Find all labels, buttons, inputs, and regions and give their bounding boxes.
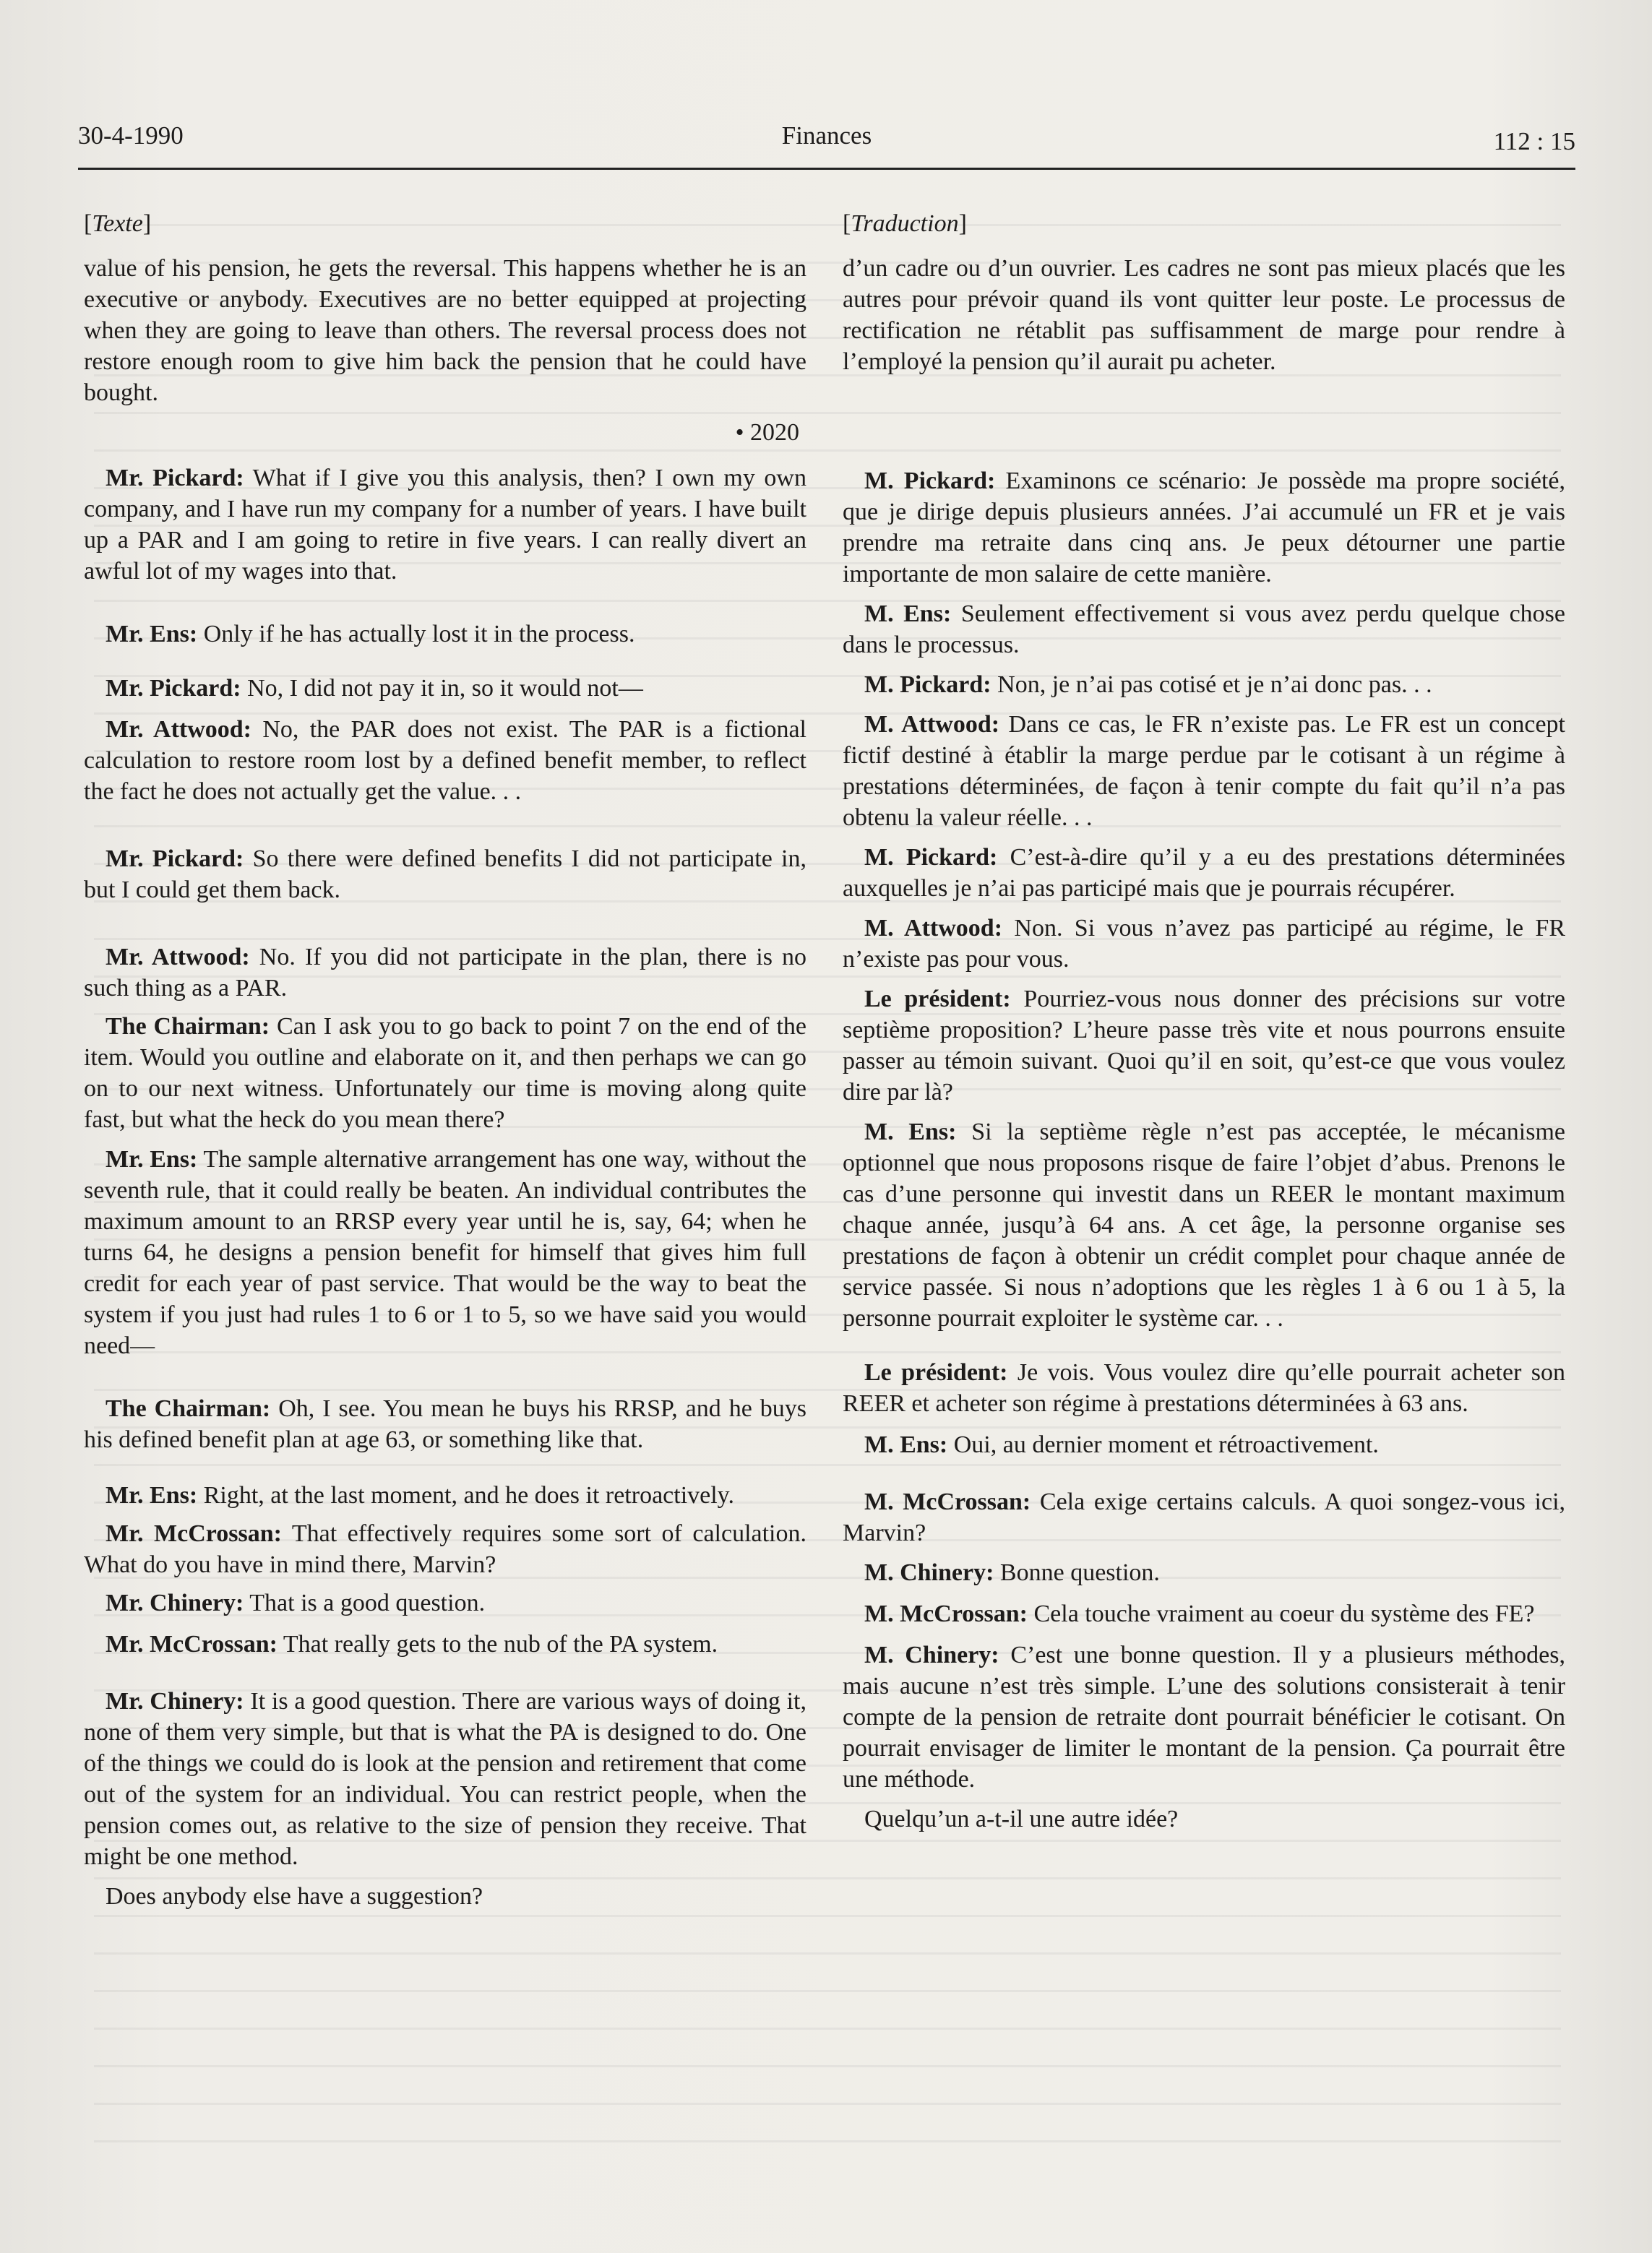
- left-column-tag-text: Texte: [92, 210, 143, 237]
- right-paragraph-8: [843, 1116, 1565, 1334]
- paragraph-text: Can I ask you to go back to point 7 on the end of the item. Would you outline and elaborate on it, and then perhaps we can go on to our next witness. Unfortunately our time is moving along quite fast, but what the heck do you mean there?: [84, 1013, 807, 1133]
- paragraph-text: Examinons ce scénario: Je possède ma propre société, que je dirige depuis plusieurs années. J’ai accumulé un FR et je vais prendre ma retraite dans cinq ans. Je peux détourner une partie importante de mon salaire de cette manière.: [843, 468, 1565, 587]
- right-paragraph-9: [843, 1357, 1565, 1419]
- speaker-name: Mr. McCrossan:: [106, 1520, 282, 1547]
- paragraph-text: No, the PAR does not exist. The PAR is a fictional calculation to restore room lost by a defined benefit member, to reflect the fact he does not actually get the value. . .: [84, 716, 806, 805]
- paragraph-text: Bonne question.: [999, 1559, 1160, 1586]
- right-paragraph-14: [843, 1640, 1565, 1795]
- paragraph-text: So there were defined benefits I did not participate in, but I could get them back.: [84, 845, 806, 903]
- header-page-number: 112 : 15: [1493, 127, 1575, 155]
- speaker-name: M. Attwood:: [864, 711, 1000, 738]
- right-paragraph-2: [843, 598, 1565, 660]
- paragraph-text: Right, at the last moment, and he does it retroactively.: [203, 1482, 734, 1509]
- paragraph-text: Non, je n’ai pas cotisé et je n’ai donc pas. . .: [997, 671, 1432, 698]
- paragraph-text: Oh, I see. You mean he buys his RRSP, and he buys his defined benefit plan at age 63, or something like that.: [84, 1395, 807, 1453]
- speaker-name: Mr. McCrossan:: [106, 1631, 278, 1658]
- left-paragraph-9: [84, 1393, 806, 1455]
- paragraph-text: Only if he has actually lost it in the process.: [203, 621, 635, 647]
- right-paragraph-7: [843, 983, 1565, 1108]
- paragraph-text: The sample alternative arrangement has one way, without the seventh rule, that it could really be beaten. An individual contributes the maximum amount to an RRSP every year until he is, say, 64; when he turns 64, he designs a pension benefit for himself that gives him full credit for each year of past service. That would be the way to beat the system if you just had rules 1 to 6 or 1 to 5, so we have said you would need—: [84, 1146, 806, 1359]
- speaker-name: M. Attwood:: [864, 915, 1003, 942]
- left-paragraph-14: [84, 1686, 806, 1872]
- paragraph-text: C’est-à-dire qu’il y a eu des prestations déterminées auxquelles je n’ai pas participé mais que je pourrais récupérer.: [843, 844, 1565, 902]
- paragraph-text: That effectively requires some sort of calculation. What do you have in mind there, Marvin?: [84, 1520, 807, 1578]
- speaker-name: M. Ens:: [864, 1431, 948, 1458]
- left-paragraph-8: [84, 1144, 806, 1361]
- left-paragraph-12: [84, 1588, 806, 1619]
- left-paragraph-10: [84, 1480, 806, 1511]
- right-paragraph-3: [843, 669, 1565, 700]
- header-date: 30-4-1990: [78, 121, 184, 150]
- speaker-name: Mr. Chinery:: [106, 1590, 244, 1616]
- left-paragraph-15: [84, 1881, 806, 1912]
- speaker-name: Mr. Ens:: [106, 1482, 198, 1509]
- right-paragraph-6: [843, 913, 1565, 975]
- speaker-name: Mr. Attwood:: [106, 944, 250, 970]
- right-column-tag-text: Traduction: [851, 210, 959, 237]
- left-column-tag: [Texte]: [84, 210, 152, 237]
- speaker-name: M. McCrossan:: [864, 1489, 1031, 1515]
- speaker-name: Le président:: [864, 986, 1011, 1012]
- left-paragraph-5: [84, 843, 806, 905]
- paragraph-text: Cela exige certains calculs. A quoi songez-vous ici, Marvin?: [843, 1489, 1566, 1546]
- speaker-name: M. Pickard:: [864, 671, 991, 698]
- paragraph-text: d’un cadre ou d’un ouvrier. Les cadres ne sont pas mieux placés que les autres pour prévoir quand ils vont quitter leur poste. Le processus de rectification ne rétablit pas suffisamment de marge pour rendre à l’employé la pension qu’il aurait pu acheter.: [843, 255, 1565, 375]
- left-paragraph-3: [84, 673, 806, 704]
- speaker-name: Mr. Pickard:: [106, 845, 244, 872]
- right-paragraph-1: [843, 465, 1565, 590]
- speaker-name: M. Ens:: [864, 1119, 957, 1145]
- left-paragraph-6: [84, 942, 806, 1004]
- paragraph-text: Seulement effectivement si vous avez perdu quelque chose dans le processus.: [843, 600, 1566, 658]
- paragraph-text: Oui, au dernier moment et rétroactivement.: [953, 1431, 1379, 1458]
- speaker-name: M. McCrossan:: [864, 1601, 1028, 1627]
- paragraph-text: Cela touche vraiment au coeur du système des FE?: [1033, 1601, 1535, 1627]
- paragraph-text: Does anybody else have a suggestion?: [106, 1883, 483, 1910]
- speaker-name: Mr. Pickard:: [106, 675, 241, 702]
- speaker-name: Mr. Attwood:: [106, 716, 251, 743]
- speaker-name: Le président:: [864, 1359, 1008, 1386]
- right-paragraph-15: [843, 1804, 1565, 1835]
- speaker-name: M. Pickard:: [864, 468, 996, 494]
- left-paragraph-4: [84, 714, 806, 807]
- right-paragraph-13: [843, 1598, 1565, 1629]
- right-paragraph-11: [843, 1486, 1565, 1548]
- right-paragraph-4: [843, 709, 1565, 833]
- time-marker: • 2020: [735, 419, 799, 446]
- speaker-name: M. Chinery:: [864, 1642, 999, 1668]
- speaker-name: Mr. Ens:: [106, 621, 198, 647]
- left-column-english: [84, 208, 806, 1912]
- speaker-name: M. Ens:: [864, 600, 952, 627]
- paragraph-text: C’est une bonne question. Il y a plusieurs méthodes, mais aucune n’est très simple. L’une des solutions consisterait à tenir compte de la pension de retraite dont pourrait bénéficier le cotisant. On pourrait envisager de limiter le montant de la pension. Ça pourrait être une méthode.: [843, 1642, 1566, 1793]
- paragraph-text: No. If you did not participate in the plan, there is no such thing as a PAR.: [84, 944, 806, 1001]
- right-paragraph-10: [843, 1429, 1565, 1460]
- right-paragraph-0: [843, 253, 1565, 377]
- right-paragraph-5: [843, 842, 1565, 904]
- left-paragraph-7: [84, 1011, 806, 1135]
- speaker-name: M. Pickard:: [864, 844, 998, 871]
- paragraph-text: Dans ce cas, le FR n’existe pas. Le FR est un concept fictif destiné à établir la marge perdue par le cotisant à un régime à prestations déterminées, de façon à tenir compte du fait qu’il n’a pas obtenu la valeur réelle. . .: [843, 711, 1566, 831]
- paragraph-text: Quelqu’un a-t-il une autre idée?: [864, 1806, 1179, 1832]
- paragraph-text: Si la septième règle n’est pas acceptée, le mécanisme optionnel que nous proposons risque de faire l’objet d’abus. Prenons le cas d’une personne qui investit dans un REER le montant maximum chaque année, jusqu’à 64 ans. A cet âge, la personne organise ses prestations de façon à obtenir un crédit complet pour chaque année de service passée. Si nous n’adoptions que les règles 1 à 6 ou 1 à 5, la personne pourrait exploiter le système car. . .: [843, 1119, 1566, 1332]
- speaker-name: Mr. Ens:: [106, 1146, 198, 1173]
- right-column-french: [843, 208, 1565, 1835]
- speaker-name: Mr. Chinery:: [106, 1688, 244, 1715]
- speaker-name: The Chairman:: [106, 1395, 271, 1422]
- paragraph-text: What if I give you this analysis, then? I own my own company, and I have run my company for a number of years. I have built up a PAR and I am going to retire in five years. I can really divert an awful lot of my wages into that.: [84, 465, 806, 585]
- paragraph-text: value of his pension, he gets the reversal. This happens whether he is an executive or anybody. Executives are no better equipped at projecting when they are going to leave than others. The reversal process does not restore enough room to give him back the pension that he could have bought.: [84, 255, 806, 406]
- left-paragraph-2: [84, 619, 806, 650]
- speaker-name: Mr. Pickard:: [106, 465, 244, 491]
- right-column-tag: [Traduction]: [843, 210, 967, 237]
- header-title: Finances: [781, 121, 872, 150]
- paragraph-text: It is a good question. There are various ways of doing it, none of them very simple, but that is what the PA is designed to do. One of the things we could do is look at the pension and retirement that come out of the system for an individual. You can restrict people, when the pension comes out, as relative to the size of pension they receive. That might be one method.: [84, 1688, 807, 1870]
- paragraph-text: Je vois. Vous voulez dire qu’elle pourrait acheter son REER et acheter son régime à prestations déterminées à 63 ans.: [843, 1359, 1565, 1417]
- page-header: [78, 121, 1575, 170]
- right-paragraph-12: [843, 1557, 1565, 1588]
- left-paragraph-13: [84, 1629, 806, 1660]
- left-paragraph-1: [84, 462, 806, 587]
- speaker-name: The Chairman:: [106, 1013, 270, 1040]
- paragraph-text: Non. Si vous n’avez pas participé au régime, le FR n’existe pas pour vous.: [843, 915, 1566, 973]
- left-paragraph-11: [84, 1518, 806, 1580]
- paragraph-text: That is a good question.: [249, 1590, 486, 1616]
- paragraph-text: No, I did not pay it in, so it would not—: [247, 675, 643, 702]
- speaker-name: M. Chinery:: [864, 1559, 994, 1586]
- left-paragraph-0: [84, 253, 806, 408]
- paragraph-text: Pourriez-vous nous donner des précisions sur votre septième proposition? L’heure passe très vite et nous pourrons ensuite passer au témoin suivant. Quoi qu’il en soit, qu’est-ce que vous voulez dire par là?: [843, 986, 1566, 1106]
- paragraph-text: That really gets to the nub of the PA system.: [283, 1631, 718, 1658]
